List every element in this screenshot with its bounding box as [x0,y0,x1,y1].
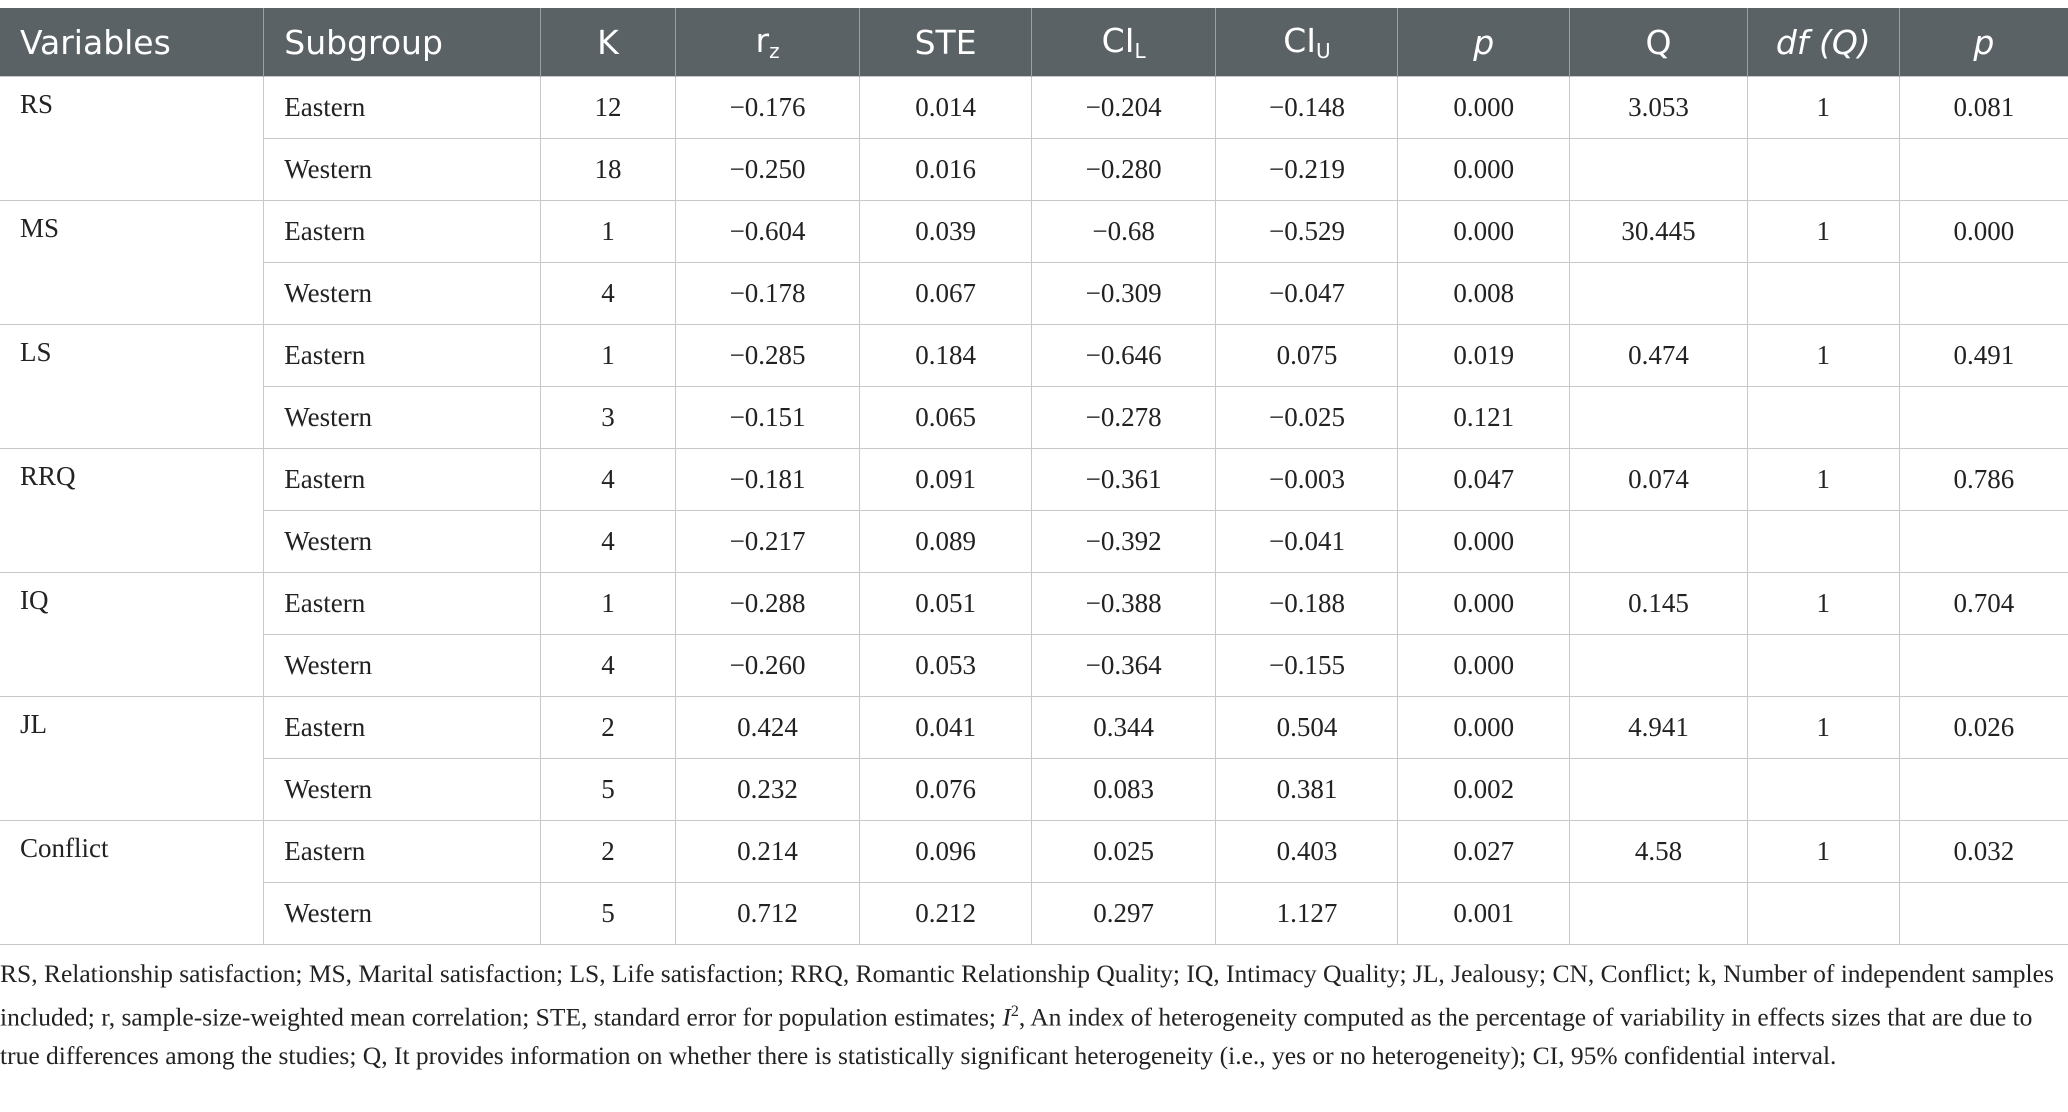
ci-upper-cell: −0.219 [1216,139,1398,201]
df-q-cell: 1 [1747,201,1899,263]
df-q-cell: 1 [1747,449,1899,511]
df-q-cell-empty [1747,263,1899,325]
k-cell: 1 [541,201,676,263]
p-cell: 0.027 [1398,821,1569,883]
ci-lower-cell: −0.278 [1031,387,1216,449]
table-row [0,201,2068,263]
p-q-cell: 0.000 [1899,201,2068,263]
ci-upper-cell: 0.075 [1216,325,1398,387]
ci-lower-cell: −0.392 [1031,511,1216,573]
ci-lower-cell: −0.364 [1031,635,1216,697]
p-q-cell-empty [1899,511,2068,573]
p-q-cell-empty [1899,635,2068,697]
k-cell: 3 [541,387,676,449]
variable-cell: LS [0,325,264,449]
rz-cell: −0.260 [675,635,860,697]
k-cell: 4 [541,511,676,573]
rz-cell: 0.424 [675,697,860,759]
table-row [0,325,2068,387]
rz-cell: −0.604 [675,201,860,263]
table-row [0,883,2068,945]
header-p-q: p [1899,8,2068,77]
ste-cell: 0.039 [860,201,1031,263]
p-cell: 0.019 [1398,325,1569,387]
q-cell: 0.145 [1569,573,1747,635]
table-row [0,449,2068,511]
subgroup-cell: Eastern [264,821,541,883]
p-q-cell: 0.026 [1899,697,2068,759]
ci-upper-cell: −0.041 [1216,511,1398,573]
table-footnote: RS, Relationship satisfaction; MS, Marital satisfaction; LS, Life satisfaction; RRQ, Romantic Relationship Quality; IQ, Intimacy Quality; JL, Jealousy; CN, Conflict; k, Number of independent samples included; r, sample-size-weighted mean correlation; STE, standard error for population estimates; $I^2$, An index of heterogeneity computed as the percentage of variability in effects sizes that are due to true differences among the studies; Q, It provides information on whether there is statistically significant heterogeneity (i.e., yes or no heterogeneity); CI, 95% confidential interval. [0,959,2054,1070]
rz-cell: 0.232 [675,759,860,821]
p-q-cell: 0.032 [1899,821,2068,883]
ci-upper-cell: 0.381 [1216,759,1398,821]
ste-cell: 0.051 [860,573,1031,635]
k-cell: 2 [541,821,676,883]
q-cell: 30.445 [1569,201,1747,263]
header-subgroup: Subgroup [264,8,541,77]
ci-lower-cell: −0.388 [1031,573,1216,635]
k-cell: 18 [541,139,676,201]
table-row [0,139,2068,201]
q-cell-empty [1569,511,1747,573]
df-q-cell-empty [1747,883,1899,945]
q-cell: 0.074 [1569,449,1747,511]
ci-lower-cell: −0.204 [1031,77,1216,139]
rz-cell: −0.176 [675,77,860,139]
rz-cell: −0.181 [675,449,860,511]
ste-cell: 0.091 [860,449,1031,511]
p-cell: 0.047 [1398,449,1569,511]
table-row [0,821,2068,883]
df-q-cell: 1 [1747,821,1899,883]
table-row [0,387,2068,449]
p-q-cell: 0.786 [1899,449,2068,511]
subgroup-cell: Eastern [264,77,541,139]
p-cell: 0.001 [1398,883,1569,945]
table-body [0,77,2068,945]
ci-upper-cell: −0.025 [1216,387,1398,449]
ste-cell: 0.016 [860,139,1031,201]
p-cell: 0.002 [1398,759,1569,821]
p-cell: 0.121 [1398,387,1569,449]
subgroup-cell: Eastern [264,201,541,263]
ci-upper-cell: −0.188 [1216,573,1398,635]
rz-cell: −0.288 [675,573,860,635]
ci-upper-cell: 0.403 [1216,821,1398,883]
rz-cell: −0.151 [675,387,860,449]
header-q: Q [1569,8,1747,77]
q-cell: 4.58 [1569,821,1747,883]
ci-upper-cell: −0.155 [1216,635,1398,697]
q-cell-empty [1569,759,1747,821]
ste-cell: 0.089 [860,511,1031,573]
q-cell: 4.941 [1569,697,1747,759]
k-cell: 4 [541,635,676,697]
ci-upper-cell: 0.504 [1216,697,1398,759]
subgroup-cell: Western [264,635,541,697]
p-q-cell: 0.491 [1899,325,2068,387]
ci-lower-cell: −0.68 [1031,201,1216,263]
p-cell: 0.000 [1398,573,1569,635]
table-row [0,511,2068,573]
rz-cell: −0.217 [675,511,860,573]
results-table-container [0,8,2068,945]
variable-cell: RS [0,77,264,201]
q-cell-empty [1569,263,1747,325]
p-q-cell: 0.704 [1899,573,2068,635]
p-cell: 0.008 [1398,263,1569,325]
df-q-cell-empty [1747,139,1899,201]
q-cell-empty [1569,635,1747,697]
k-cell: 1 [541,325,676,387]
p-cell: 0.000 [1398,511,1569,573]
header-rz: $r_z$ [675,8,860,77]
p-q-cell-empty [1899,263,2068,325]
subgroup-cell: Eastern [264,325,541,387]
p-q-cell-empty [1899,759,2068,821]
subgroup-analysis-table [0,8,2068,945]
k-cell: 4 [541,449,676,511]
table-row [0,573,2068,635]
df-q-cell: 1 [1747,573,1899,635]
subgroup-cell: Eastern [264,697,541,759]
subgroup-cell: Western [264,387,541,449]
q-cell: 3.053 [1569,77,1747,139]
q-cell-empty [1569,387,1747,449]
q-cell-empty [1569,139,1747,201]
df-q-cell-empty [1747,759,1899,821]
ci-upper-cell: −0.003 [1216,449,1398,511]
rz-cell: −0.250 [675,139,860,201]
k-cell: 1 [541,573,676,635]
subgroup-cell: Eastern [264,573,541,635]
variable-cell: JL [0,697,264,821]
variable-cell: MS [0,201,264,325]
header-variables: Variables [0,8,264,77]
p-q-cell-empty [1899,883,2068,945]
ci-lower-cell: 0.025 [1031,821,1216,883]
rz-cell: −0.285 [675,325,860,387]
header-ci-lower: $CI_L$ [1031,8,1216,77]
ci-lower-cell: 0.344 [1031,697,1216,759]
ci-lower-cell: −0.309 [1031,263,1216,325]
table-row [0,263,2068,325]
k-cell: 4 [541,263,676,325]
q-cell-empty [1569,883,1747,945]
table-row [0,635,2068,697]
p-q-cell: 0.081 [1899,77,2068,139]
rz-cell: 0.214 [675,821,860,883]
ste-cell: 0.096 [860,821,1031,883]
df-q-cell: 1 [1747,325,1899,387]
ste-cell: 0.212 [860,883,1031,945]
ci-upper-cell: −0.047 [1216,263,1398,325]
variable-cell: RRQ [0,449,264,573]
table-row [0,759,2068,821]
p-cell: 0.000 [1398,635,1569,697]
ci-upper-cell: 1.127 [1216,883,1398,945]
k-cell: 5 [541,883,676,945]
header-p: p [1398,8,1569,77]
ci-lower-cell: −0.646 [1031,325,1216,387]
ste-cell: 0.067 [860,263,1031,325]
df-q-cell-empty [1747,511,1899,573]
ste-cell: 0.076 [860,759,1031,821]
header-k: K [541,8,676,77]
subgroup-cell: Eastern [264,449,541,511]
ste-cell: 0.014 [860,77,1031,139]
rz-cell: 0.712 [675,883,860,945]
q-cell: 0.474 [1569,325,1747,387]
ci-lower-cell: −0.361 [1031,449,1216,511]
p-q-cell-empty [1899,139,2068,201]
ci-upper-cell: −0.529 [1216,201,1398,263]
df-q-cell-empty [1747,635,1899,697]
ci-lower-cell: −0.280 [1031,139,1216,201]
p-cell: 0.000 [1398,697,1569,759]
subgroup-cell: Western [264,263,541,325]
header-ste: STE [860,8,1031,77]
p-cell: 0.000 [1398,139,1569,201]
p-cell: 0.000 [1398,201,1569,263]
df-q-cell-empty [1747,387,1899,449]
p-q-cell-empty [1899,387,2068,449]
ci-lower-cell: 0.297 [1031,883,1216,945]
k-cell: 2 [541,697,676,759]
variable-cell: IQ [0,573,264,697]
rz-cell: −0.178 [675,263,860,325]
ste-cell: 0.053 [860,635,1031,697]
subgroup-cell: Western [264,139,541,201]
subgroup-cell: Western [264,759,541,821]
ste-cell: 0.065 [860,387,1031,449]
header-ci-upper: $CI_U$ [1216,8,1398,77]
ci-lower-cell: 0.083 [1031,759,1216,821]
subgroup-cell: Western [264,883,541,945]
table-row [0,697,2068,759]
k-cell: 5 [541,759,676,821]
header-df-q: df (Q) [1747,8,1899,77]
subgroup-cell: Western [264,511,541,573]
p-cell: 0.000 [1398,77,1569,139]
ste-cell: 0.041 [860,697,1031,759]
k-cell: 12 [541,77,676,139]
ci-upper-cell: −0.148 [1216,77,1398,139]
ste-cell: 0.184 [860,325,1031,387]
table-row [0,77,2068,139]
header-row [0,8,2068,77]
df-q-cell: 1 [1747,77,1899,139]
df-q-cell: 1 [1747,697,1899,759]
variable-cell: Conflict [0,821,264,945]
